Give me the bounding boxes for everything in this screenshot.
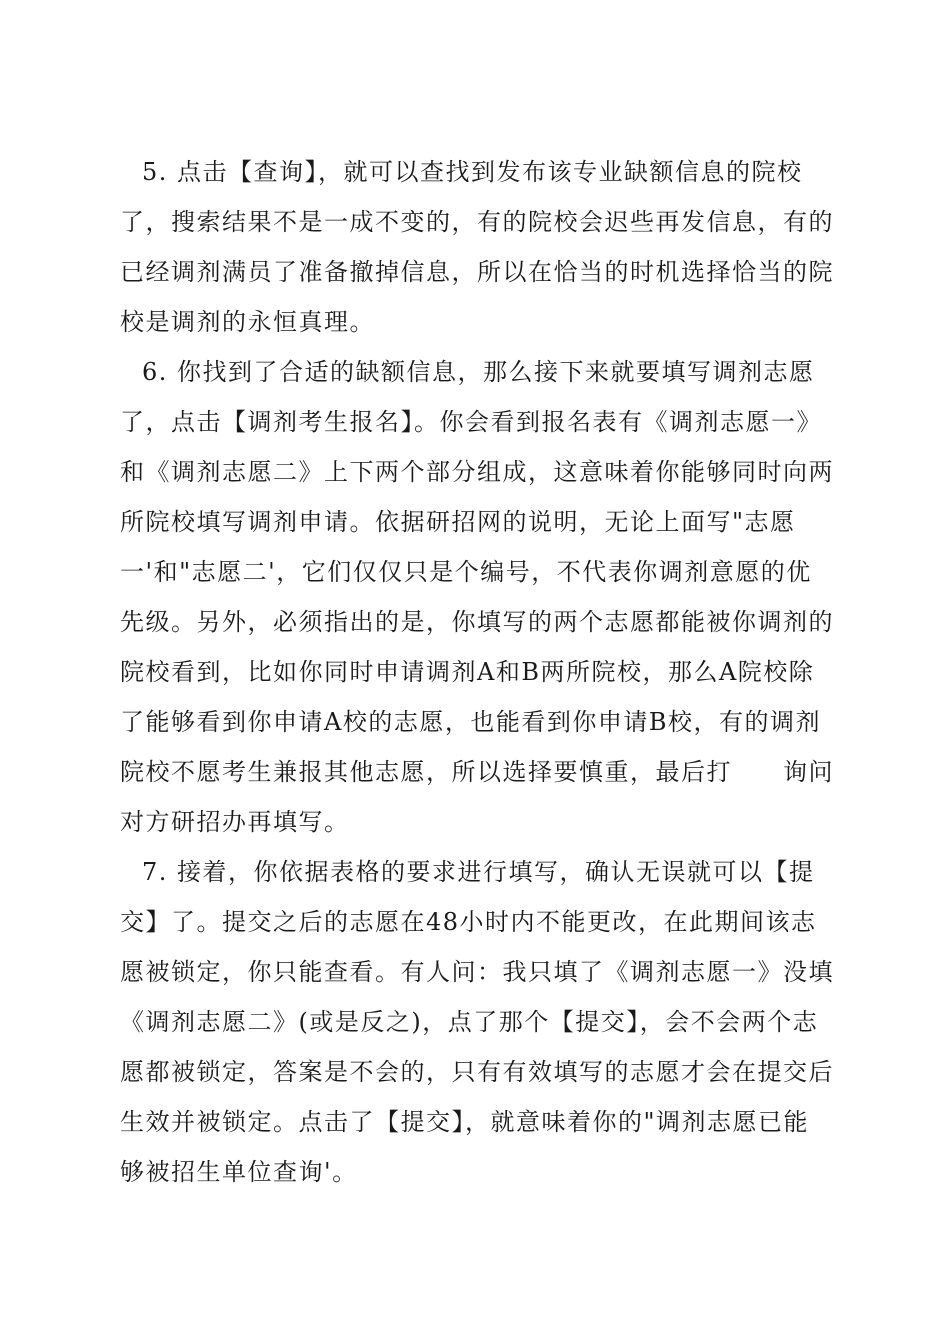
text-line: 对方研招办再填写。 [120, 808, 350, 836]
text-line: 交】了。提交之后的志愿在48小时内不能更改，在此期间该志 [120, 908, 817, 936]
text-line: 愿被锁定，你只能查看。有人问：我只填了《调剂志愿一》没填 [120, 958, 834, 986]
text-line: 所院校填写调剂申请。依据研招网的说明，无论上面写"志愿 [120, 508, 796, 536]
paragraph-step-7 [120, 847, 840, 1197]
text-line: 7. 接着，你依据表格的要求进行填写，确认无误就可以【提 [142, 858, 815, 886]
text-line: 了，点击【调剂考生报名】。你会看到报名表有《调剂志愿一》 [120, 408, 822, 436]
text-line: 先级。另外，必须指出的是，你填写的两个志愿都能被你调剂的 [120, 608, 834, 636]
document-body [120, 147, 840, 1197]
text-line: 校是调剂的永恒真理。 [120, 308, 375, 336]
paragraph-step-5 [120, 147, 840, 347]
text-line: 一'和"志愿二'，它们仅仅只是个编号，不代表你调剂意愿的优 [120, 558, 812, 586]
text-line: 生效并被锁定。点击了【提交】，就意味着你的"调剂志愿已能 [120, 1108, 810, 1136]
text-line: 了，搜索结果不是一成不变的，有的院校会迟些再发信息，有的 [120, 208, 834, 236]
paragraph-step-6 [120, 347, 840, 847]
text-line: 院校看到，比如你同时申请调剂A和B两所院校，那么A院校除 [120, 658, 815, 686]
text-line: 院校不愿考生兼报其他志愿，所以选择要慎重，最后打 询问 [120, 758, 834, 786]
text-line: 了能够看到你申请A校的志愿，也能看到你申请B校，有的调剂 [120, 708, 821, 736]
text-line: 够被招生单位查询'。 [120, 1158, 358, 1186]
text-line: 6. 你找到了合适的缺额信息，那么接下来就要填写调剂志愿 [142, 358, 815, 386]
text-line: 5. 点击【查询】，就可以查找到发布该专业缺额信息的院校 [142, 158, 803, 186]
text-line: 和《调剂志愿二》上下两个部分组成，这意味着你能够同时向两 [120, 458, 834, 486]
text-line: 《调剂志愿二》(或是反之)，点了那个【提交】，会不会两个志 [120, 1008, 819, 1036]
text-line: 愿都被锁定，答案是不会的，只有有效填写的志愿才会在提交后 [120, 1058, 834, 1086]
text-line: 已经调剂满员了准备撤掉信息，所以在恰当的时机选择恰当的院 [120, 258, 834, 286]
